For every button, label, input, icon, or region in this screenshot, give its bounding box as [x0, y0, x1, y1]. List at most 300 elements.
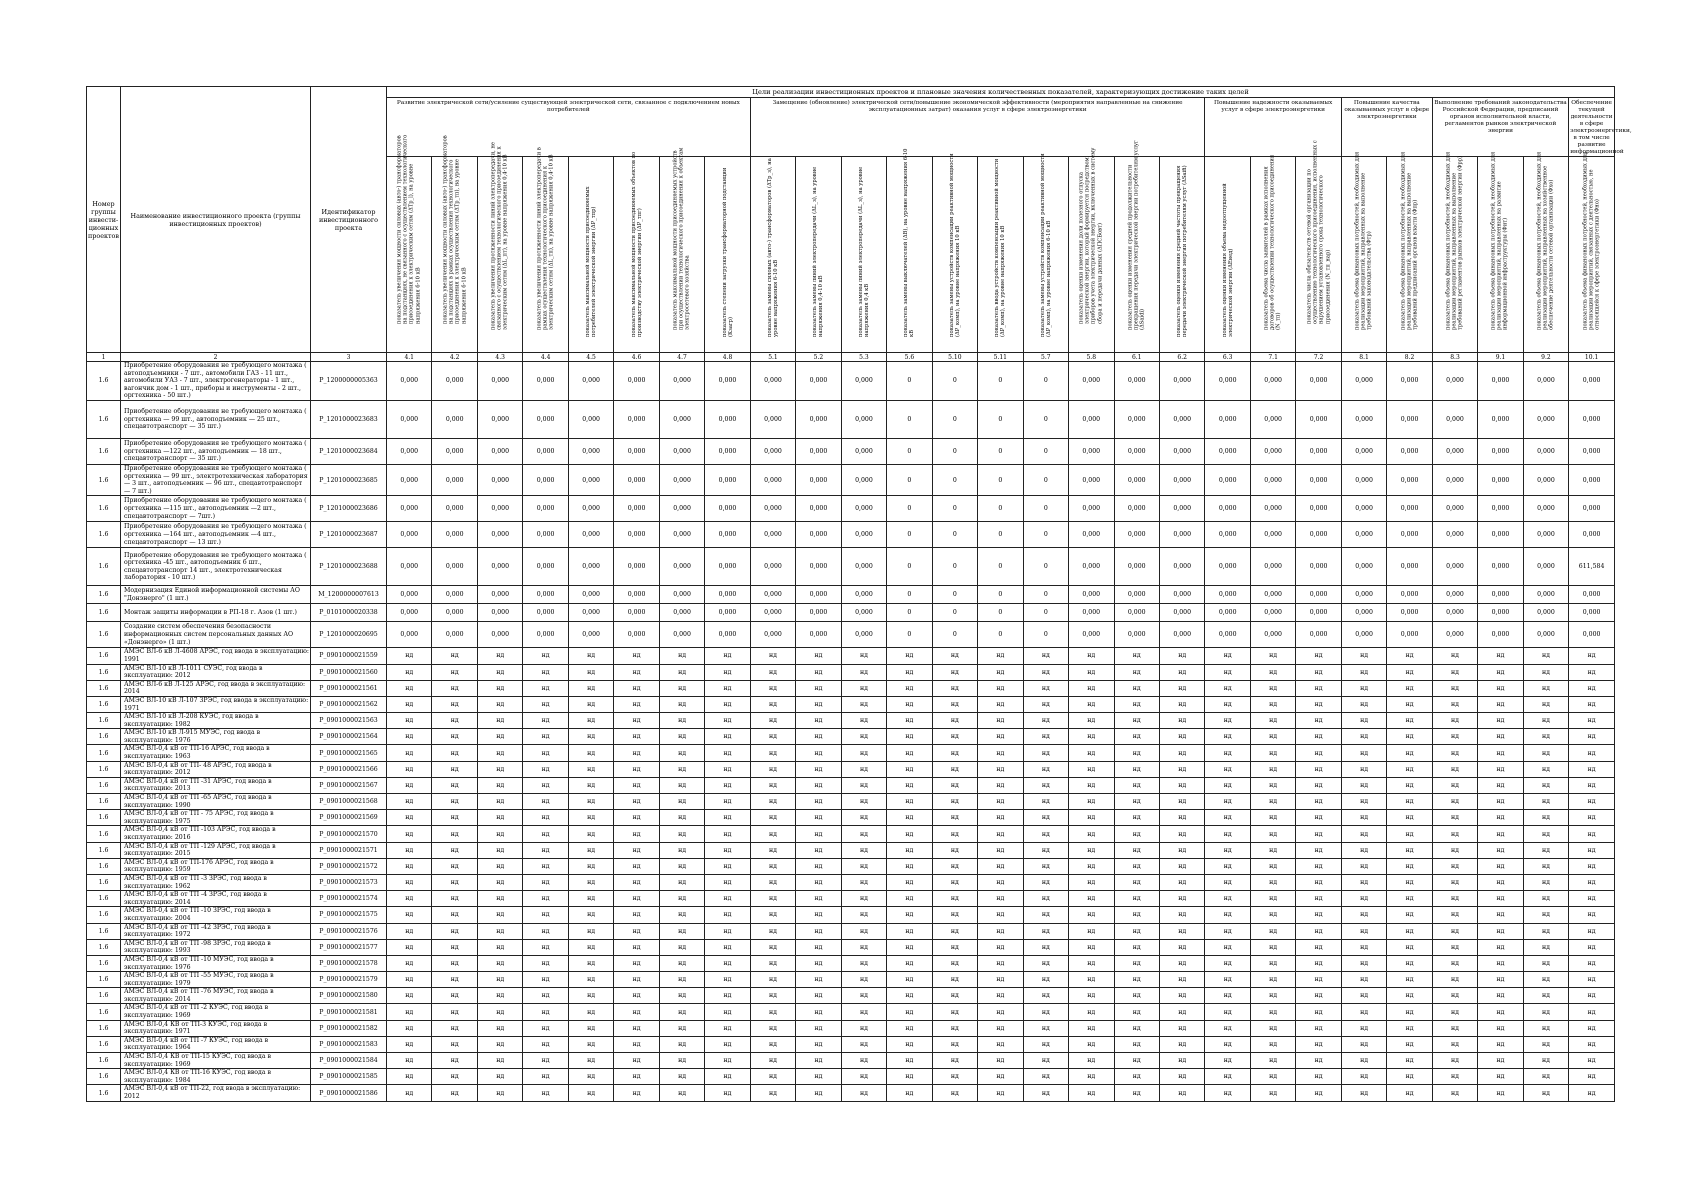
- project-id-cell: P_0901000021560: [311, 664, 387, 680]
- value-cell: нд: [1569, 874, 1615, 890]
- value-cell: нд: [1205, 842, 1250, 858]
- value-cell: 0,000: [1069, 548, 1114, 586]
- value-cell: 0,000: [659, 604, 704, 622]
- value-cell: нд: [1205, 680, 1250, 696]
- value-cell: 0,000: [432, 522, 477, 548]
- value-cell: нд: [978, 729, 1023, 745]
- header-indicator-label: показатель объема числа заявителей в рамках исполнения договоров об осуществлении технологического присоединения (N_тп): [1263, 155, 1283, 331]
- value-cell: нд: [387, 680, 432, 696]
- value-cell: нд: [1250, 713, 1295, 729]
- value-cell: 0,000: [750, 604, 795, 622]
- project-id-cell: P_1200000005363: [311, 362, 387, 401]
- value-cell: нд: [978, 955, 1023, 971]
- value-cell: нд: [1159, 696, 1204, 712]
- value-cell: нд: [705, 826, 750, 842]
- value-cell: нд: [387, 777, 432, 793]
- project-id-cell: P_0901000021570: [311, 826, 387, 842]
- project-name-cell: Создание систем обеспечения безопасности информационных систем персональных данных АО «Донэнерго» (1 шт.): [121, 622, 311, 648]
- value-cell: нд: [1569, 1004, 1615, 1020]
- project-id-cell: P_0901000021563: [311, 713, 387, 729]
- value-cell: нд: [1069, 842, 1114, 858]
- value-cell: нд: [705, 874, 750, 890]
- table-row: [87, 955, 1615, 971]
- value-cell: нд: [1569, 858, 1615, 874]
- value-cell: нд: [1023, 1053, 1068, 1069]
- table-row: [87, 622, 1615, 648]
- header-group-number: Номер группы инвести-ционных проектов: [87, 87, 121, 353]
- value-cell: 0,000: [1250, 438, 1295, 464]
- value-cell: 0,000: [387, 586, 432, 604]
- value-cell: нд: [1205, 1036, 1250, 1052]
- value-cell: 0: [978, 496, 1023, 522]
- value-cell: нд: [387, 891, 432, 907]
- value-cell: 0,000: [659, 496, 704, 522]
- column-number: 4.5: [568, 353, 613, 362]
- value-cell: 0,000: [1569, 362, 1615, 401]
- value-cell: нд: [1296, 988, 1341, 1004]
- value-cell: нд: [1341, 988, 1386, 1004]
- value-cell: нд: [1069, 810, 1114, 826]
- value-cell: 0,000: [477, 586, 522, 604]
- value-cell: нд: [1296, 923, 1341, 939]
- value-cell: 0,000: [1159, 464, 1204, 495]
- table-row: [87, 1053, 1615, 1069]
- value-cell: нд: [477, 1036, 522, 1052]
- value-cell: нд: [523, 696, 568, 712]
- value-cell: нд: [932, 874, 977, 890]
- header-indicator-label: показатель максимальной мощности присоединяемых потребителей электрической энергии (ΔP_тпр): [584, 186, 598, 337]
- value-cell: 0,000: [1387, 464, 1432, 495]
- value-cell: нд: [1432, 1036, 1477, 1052]
- value-cell: 0,000: [387, 622, 432, 648]
- value-cell: 0,000: [1387, 362, 1432, 401]
- value-cell: 0,000: [1114, 400, 1159, 438]
- value-cell: нд: [932, 777, 977, 793]
- project-name-cell: АМЭС ВЛ-0,4 кВ от ТП -98 ЗРЭС, год ввода в эксплуатацию: 1993: [121, 939, 311, 955]
- value-cell: 0,000: [477, 522, 522, 548]
- group-number-cell: 1.6: [87, 664, 121, 680]
- project-name-cell: АМЭС ВЛ-10 кВ Л-208 КУЭС, год ввода в эксплуатацию: 1982: [121, 713, 311, 729]
- value-cell: нд: [432, 680, 477, 696]
- value-cell: нд: [1205, 874, 1250, 890]
- value-cell: нд: [1569, 955, 1615, 971]
- value-cell: нд: [1569, 826, 1615, 842]
- project-id-cell: P_0901000021575: [311, 907, 387, 923]
- value-cell: нд: [1069, 907, 1114, 923]
- value-cell: нд: [659, 891, 704, 907]
- value-cell: нд: [1023, 1069, 1068, 1085]
- value-cell: 0: [887, 438, 932, 464]
- value-cell: нд: [1114, 939, 1159, 955]
- project-id-cell: P_0901000021583: [311, 1036, 387, 1052]
- value-cell: нд: [659, 826, 704, 842]
- value-cell: нд: [477, 891, 522, 907]
- group-number-cell: 1.6: [87, 1085, 121, 1101]
- value-cell: нд: [432, 907, 477, 923]
- value-cell: нд: [1523, 745, 1568, 761]
- value-cell: нд: [796, 777, 841, 793]
- header-indicator: [568, 157, 613, 353]
- value-cell: нд: [1159, 1036, 1204, 1052]
- value-cell: 0,000: [1159, 400, 1204, 438]
- value-cell: нд: [1569, 907, 1615, 923]
- value-cell: 0,000: [1523, 400, 1568, 438]
- value-cell: 0: [978, 604, 1023, 622]
- value-cell: нд: [1159, 858, 1204, 874]
- value-cell: нд: [887, 858, 932, 874]
- value-cell: нд: [1069, 729, 1114, 745]
- group-number-cell: 1.6: [87, 522, 121, 548]
- value-cell: 0,000: [1478, 586, 1523, 604]
- value-cell: 0: [932, 464, 977, 495]
- value-cell: нд: [978, 1085, 1023, 1101]
- value-cell: нд: [1114, 858, 1159, 874]
- value-cell: 0,000: [1341, 604, 1386, 622]
- value-cell: нд: [614, 1036, 659, 1052]
- value-cell: 0,000: [796, 362, 841, 401]
- value-cell: нд: [1387, 955, 1432, 971]
- value-cell: нд: [387, 1020, 432, 1036]
- value-cell: нд: [1387, 1036, 1432, 1052]
- project-name-cell: АМЭС ВЛ-0,4 кВ от ТП -2 КУЭС, год ввода в эксплуатацию: 1969: [121, 1004, 311, 1020]
- value-cell: 0,000: [1569, 604, 1615, 622]
- value-cell: 0,000: [659, 522, 704, 548]
- table-row: [87, 1004, 1615, 1020]
- value-cell: 0: [1023, 438, 1068, 464]
- value-cell: нд: [750, 761, 795, 777]
- value-cell: нд: [1523, 810, 1568, 826]
- value-cell: 0,000: [387, 400, 432, 438]
- value-cell: 0,000: [387, 362, 432, 401]
- value-cell: нд: [1023, 891, 1068, 907]
- value-cell: нд: [1114, 923, 1159, 939]
- value-cell: 0,000: [1569, 400, 1615, 438]
- value-cell: 0,000: [1296, 604, 1341, 622]
- value-cell: нд: [932, 745, 977, 761]
- header-indicator: [523, 147, 568, 353]
- column-number: 5.8: [1069, 353, 1114, 362]
- value-cell: нд: [659, 729, 704, 745]
- value-cell: нд: [1250, 648, 1295, 664]
- group-number-cell: 1.6: [87, 794, 121, 810]
- value-cell: нд: [568, 794, 613, 810]
- value-cell: 0,000: [1159, 586, 1204, 604]
- project-id-cell: P_0901000021573: [311, 874, 387, 890]
- table-row: [87, 464, 1615, 495]
- value-cell: нд: [1205, 923, 1250, 939]
- value-cell: нд: [614, 713, 659, 729]
- value-cell: 0,000: [705, 586, 750, 604]
- header-indicator-label: показатель замены выключателей (ΔВ), на уровне напряжения 6-10 кВ: [903, 148, 916, 337]
- value-cell: нд: [614, 745, 659, 761]
- table-row: [87, 548, 1615, 586]
- value-cell: нд: [523, 1036, 568, 1052]
- value-cell: 0,000: [705, 496, 750, 522]
- value-cell: нд: [1296, 972, 1341, 988]
- value-cell: нд: [1205, 648, 1250, 664]
- project-name-cell: АМЭС ВЛ-0,4 кВ от ТП - 75 АРЭС, год ввода в эксплуатацию: 1975: [121, 810, 311, 826]
- value-cell: нд: [1159, 1020, 1204, 1036]
- value-cell: нд: [1569, 1020, 1615, 1036]
- column-number: 7.1: [1250, 353, 1295, 362]
- value-cell: нд: [387, 1004, 432, 1020]
- value-cell: нд: [1569, 713, 1615, 729]
- value-cell: нд: [523, 794, 568, 810]
- value-cell: 0,000: [1478, 438, 1523, 464]
- value-cell: нд: [614, 907, 659, 923]
- value-cell: нд: [705, 777, 750, 793]
- value-cell: 0,000: [705, 362, 750, 401]
- value-cell: нд: [659, 874, 704, 890]
- table-row: [87, 842, 1615, 858]
- value-cell: нд: [1069, 777, 1114, 793]
- value-cell: нд: [1069, 874, 1114, 890]
- value-cell: нд: [887, 648, 932, 664]
- value-cell: нд: [1205, 761, 1250, 777]
- value-cell: 0,000: [1296, 496, 1341, 522]
- group-number-cell: 1.6: [87, 826, 121, 842]
- table-row: [87, 680, 1615, 696]
- value-cell: нд: [705, 745, 750, 761]
- value-cell: нд: [1250, 826, 1295, 842]
- project-name-cell: АМЭС ВЛ-0,4 КВ от ТП-15 КУЭС, год ввода в эксплуатацию: 1969: [121, 1053, 311, 1069]
- value-cell: нд: [659, 680, 704, 696]
- project-name-cell: Приобретение оборудования не требующего монтажа ( оргтехника -45 шт., автоподъемник 6 шт., спецавтотранспорт 14 шт., электротехническая лаборатория - 10 шт.): [121, 548, 311, 586]
- value-cell: нд: [705, 891, 750, 907]
- value-cell: 0,000: [477, 362, 522, 401]
- value-cell: нд: [1296, 794, 1341, 810]
- value-cell: нд: [1205, 729, 1250, 745]
- value-cell: 0,000: [432, 496, 477, 522]
- value-cell: нд: [1523, 1069, 1568, 1085]
- value-cell: 0,000: [614, 586, 659, 604]
- value-cell: нд: [932, 696, 977, 712]
- value-cell: нд: [387, 664, 432, 680]
- value-cell: нд: [1523, 761, 1568, 777]
- value-cell: нд: [750, 842, 795, 858]
- value-cell: нд: [568, 874, 613, 890]
- table-row: [87, 907, 1615, 923]
- value-cell: нд: [705, 664, 750, 680]
- project-id-cell: P_0901000021586: [311, 1085, 387, 1101]
- value-cell: нд: [432, 1036, 477, 1052]
- value-cell: нд: [841, 729, 886, 745]
- header-indicator-label: показатель замены линий электропередачи (ΔL_з), на уровне напряжения 0,4-10 кВ: [812, 166, 825, 337]
- column-number: 10.1: [1569, 353, 1615, 362]
- value-cell: нд: [1387, 745, 1432, 761]
- project-name-cell: АМЭС ВЛ-10 кВ Л-1011 СУЭС, год ввода в эксплуатацию: 2012: [121, 664, 311, 680]
- value-cell: нд: [1432, 729, 1477, 745]
- value-cell: нд: [1387, 1004, 1432, 1020]
- value-cell: 0,000: [1159, 622, 1204, 648]
- value-cell: нд: [1432, 923, 1477, 939]
- project-id-cell: P_0901000021582: [311, 1020, 387, 1036]
- value-cell: 0,000: [1387, 522, 1432, 548]
- value-cell: 0,000: [568, 604, 613, 622]
- value-cell: нд: [1569, 939, 1615, 955]
- table-row: [87, 891, 1615, 907]
- value-cell: нд: [614, 972, 659, 988]
- header-indicator-label: показатель замены линий электропередачи (ΔL_з), на уровне напряжения 0,4 кВ: [857, 166, 870, 337]
- value-cell: 0,000: [841, 362, 886, 401]
- value-cell: 0,000: [750, 400, 795, 438]
- value-cell: нд: [796, 696, 841, 712]
- value-cell: нд: [887, 1036, 932, 1052]
- value-cell: нд: [1114, 729, 1159, 745]
- value-cell: нд: [477, 858, 522, 874]
- value-cell: 0: [978, 522, 1023, 548]
- value-cell: нд: [705, 1020, 750, 1036]
- value-cell: нд: [932, 794, 977, 810]
- value-cell: 0,000: [796, 522, 841, 548]
- header-indicator: [1432, 152, 1477, 353]
- project-name-cell: АМЭС ВЛ-0,4 кВ от ТП -103 АРЭС, год ввода в эксплуатацию: 2016: [121, 826, 311, 842]
- value-cell: нд: [750, 810, 795, 826]
- value-cell: нд: [1387, 1053, 1432, 1069]
- value-cell: нд: [659, 745, 704, 761]
- value-cell: нд: [887, 1053, 932, 1069]
- header-top-title: Цели реализации инвестиционных проектов и плановые значения количественных показателей, характеризующих достижение таких целей: [387, 87, 1615, 98]
- value-cell: нд: [1478, 988, 1523, 1004]
- value-cell: нд: [387, 1069, 432, 1085]
- value-cell: нд: [1023, 874, 1068, 890]
- value-cell: нд: [1523, 664, 1568, 680]
- value-cell: нд: [750, 826, 795, 842]
- group-number-cell: 1.6: [87, 604, 121, 622]
- value-cell: нд: [705, 696, 750, 712]
- value-cell: 0,000: [568, 522, 613, 548]
- column-number: 5.7: [1023, 353, 1068, 362]
- value-cell: нд: [1569, 777, 1615, 793]
- value-cell: нд: [1387, 729, 1432, 745]
- value-cell: нд: [1341, 1020, 1386, 1036]
- value-cell: нд: [932, 923, 977, 939]
- value-cell: нд: [432, 713, 477, 729]
- group-number-cell: 1.6: [87, 1020, 121, 1036]
- value-cell: 0,000: [1432, 400, 1477, 438]
- value-cell: нд: [796, 1004, 841, 1020]
- value-cell: 0,000: [1296, 522, 1341, 548]
- value-cell: нд: [1114, 761, 1159, 777]
- value-cell: нд: [659, 939, 704, 955]
- value-cell: нд: [1159, 826, 1204, 842]
- value-cell: нд: [1341, 939, 1386, 955]
- value-cell: нд: [1250, 907, 1295, 923]
- value-cell: нд: [1205, 826, 1250, 842]
- value-cell: нд: [1432, 664, 1477, 680]
- value-cell: 0: [932, 586, 977, 604]
- value-cell: 0,000: [387, 496, 432, 522]
- header-goal-group: Повышение надежности оказываемых услуг в сфере электроэнергетики: [1205, 98, 1341, 157]
- value-cell: нд: [614, 664, 659, 680]
- value-cell: 0,000: [568, 586, 613, 604]
- value-cell: нд: [1432, 842, 1477, 858]
- value-cell: нд: [387, 826, 432, 842]
- value-cell: нд: [1023, 939, 1068, 955]
- value-cell: 0: [887, 586, 932, 604]
- value-cell: нд: [932, 680, 977, 696]
- value-cell: нд: [1023, 745, 1068, 761]
- value-cell: нд: [523, 1020, 568, 1036]
- project-name-cell: АМЭС ВЛ-0,4 кВ от ТП -42 ЗРЭС, год ввода в эксплуатацию: 1972: [121, 923, 311, 939]
- value-cell: 0,000: [1250, 604, 1295, 622]
- value-cell: нд: [1250, 696, 1295, 712]
- table-row: [87, 1036, 1615, 1052]
- value-cell: нд: [1023, 680, 1068, 696]
- value-cell: нд: [1341, 777, 1386, 793]
- value-cell: нд: [1114, 810, 1159, 826]
- value-cell: 0,000: [1432, 464, 1477, 495]
- value-cell: нд: [1250, 729, 1295, 745]
- value-cell: нд: [1114, 1069, 1159, 1085]
- value-cell: 0,000: [1341, 400, 1386, 438]
- value-cell: нд: [978, 777, 1023, 793]
- project-name-cell: Приобретение оборудования не требующего монтажа ( оргтехника — 99 шт., электротехническая лаборатория — 3 шт., автоподъемник — 96 шт., спецавтотранспорт — 7 шт.): [121, 464, 311, 495]
- value-cell: нд: [1069, 972, 1114, 988]
- header-indicator-label: показатель увеличения мощности силовых (авто-) трансформаторов на подстанциях, не связанного с осуществлением технологического присоединения к электрическим сетям (ΔTр_l), на уровне напряжения 6-10 кВ: [396, 134, 422, 325]
- value-cell: нд: [1114, 988, 1159, 1004]
- value-cell: 0,000: [1250, 362, 1295, 401]
- value-cell: нд: [523, 907, 568, 923]
- value-cell: 0,000: [1069, 622, 1114, 648]
- value-cell: нд: [1250, 1053, 1295, 1069]
- value-cell: 0,000: [1250, 400, 1295, 438]
- project-id-cell: P_1201000020695: [311, 622, 387, 648]
- header-indicator: [1069, 147, 1114, 353]
- header-indicator: [1114, 140, 1159, 353]
- value-cell: нд: [841, 794, 886, 810]
- value-cell: нд: [614, 761, 659, 777]
- value-cell: 0,000: [387, 548, 432, 586]
- value-cell: нд: [477, 1085, 522, 1101]
- value-cell: 0: [978, 400, 1023, 438]
- value-cell: нд: [841, 955, 886, 971]
- project-id-cell: P_0901000021572: [311, 858, 387, 874]
- value-cell: нд: [1114, 874, 1159, 890]
- value-cell: нд: [1523, 842, 1568, 858]
- value-cell: нд: [1114, 696, 1159, 712]
- value-cell: нд: [841, 1069, 886, 1085]
- value-cell: нд: [1023, 794, 1068, 810]
- column-number: 4.8: [705, 353, 750, 362]
- value-cell: нд: [705, 761, 750, 777]
- header-indicator: [1205, 157, 1250, 353]
- value-cell: нд: [932, 1036, 977, 1052]
- value-cell: нд: [1523, 680, 1568, 696]
- value-cell: нд: [1432, 777, 1477, 793]
- value-cell: нд: [387, 923, 432, 939]
- value-cell: нд: [1432, 939, 1477, 955]
- value-cell: 0,000: [523, 522, 568, 548]
- value-cell: 0,000: [750, 438, 795, 464]
- value-cell: нд: [1069, 1004, 1114, 1020]
- value-cell: 0: [1023, 586, 1068, 604]
- project-id-cell: P_0901000021574: [311, 891, 387, 907]
- value-cell: 0,000: [796, 622, 841, 648]
- value-cell: 0,000: [1523, 362, 1568, 401]
- value-cell: нд: [1069, 988, 1114, 1004]
- value-cell: нд: [1387, 794, 1432, 810]
- value-cell: 0: [1023, 604, 1068, 622]
- value-cell: 0: [1023, 522, 1068, 548]
- value-cell: нд: [1387, 826, 1432, 842]
- group-number-cell: 1.6: [87, 923, 121, 939]
- value-cell: 0,000: [659, 362, 704, 401]
- group-number-cell: 1.6: [87, 874, 121, 890]
- value-cell: 0,000: [614, 464, 659, 495]
- value-cell: 0,000: [1250, 548, 1295, 586]
- value-cell: нд: [1023, 842, 1068, 858]
